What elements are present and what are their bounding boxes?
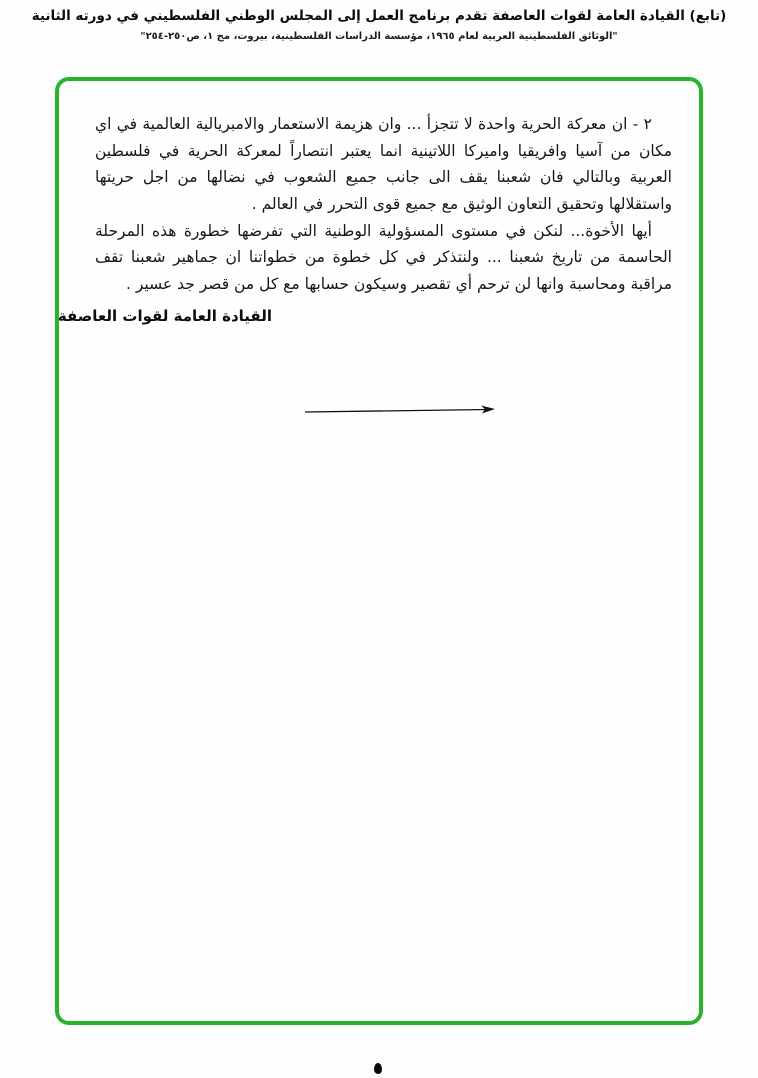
signature-line: القيادة العامة لقوات العاصفة	[57, 306, 272, 325]
document-header	[0, 8, 758, 42]
page-bottom-mark	[374, 1063, 382, 1074]
paragraph-freedom-battle: ٢ - ان معركة الحرية واحدة لا تتجزأ ... وان هزيمة الاستعمار والامبريالية العالمية في اي مكان من آسيا وافريقيا واميركا اللاتينية انما يعتبر انتصاراً لمعركة الحرية في فلسطين العربية وبالتالي فان شعبنا يقف الى جانب جميع الشعوب في نضالها من اجل حريتها واستقلالها وتحقيق التعاون الوثيق مع جميع قوى التحرر في العالم .	[95, 115, 672, 213]
document-body	[57, 111, 672, 329]
paragraph-brothers-address: أيها الأخوة... لنكن في مستوى المسؤولية الوطنية التي تفرضها خطورة هذه المرحلة الحاسمة من تاريخ شعبنا ... ولنتذكر في كل خطوة من خطواتنا ان جماهير شعبنا تقف مراقبة ومحاسبة وانها لن ترحم أي تقصير وسيكون حسابها مع كل من قصر جد عسير .	[95, 221, 672, 293]
header-source-citation: "الوثائق الفلسطينية العربية لعام ١٩٦٥، مؤسسة الدراسات الفلسطينية، بيروت، مج ١، ص٢٥٠-٢٥٤"	[140, 31, 618, 42]
header-title: (تابع) القيادة العامة لقوات العاصفة تقدم برنامج العمل إلى المجلس الوطني الفلسطيني في دورته الثانية	[31, 8, 727, 24]
arrow-divider-icon	[305, 403, 495, 417]
document-frame	[55, 77, 703, 1025]
